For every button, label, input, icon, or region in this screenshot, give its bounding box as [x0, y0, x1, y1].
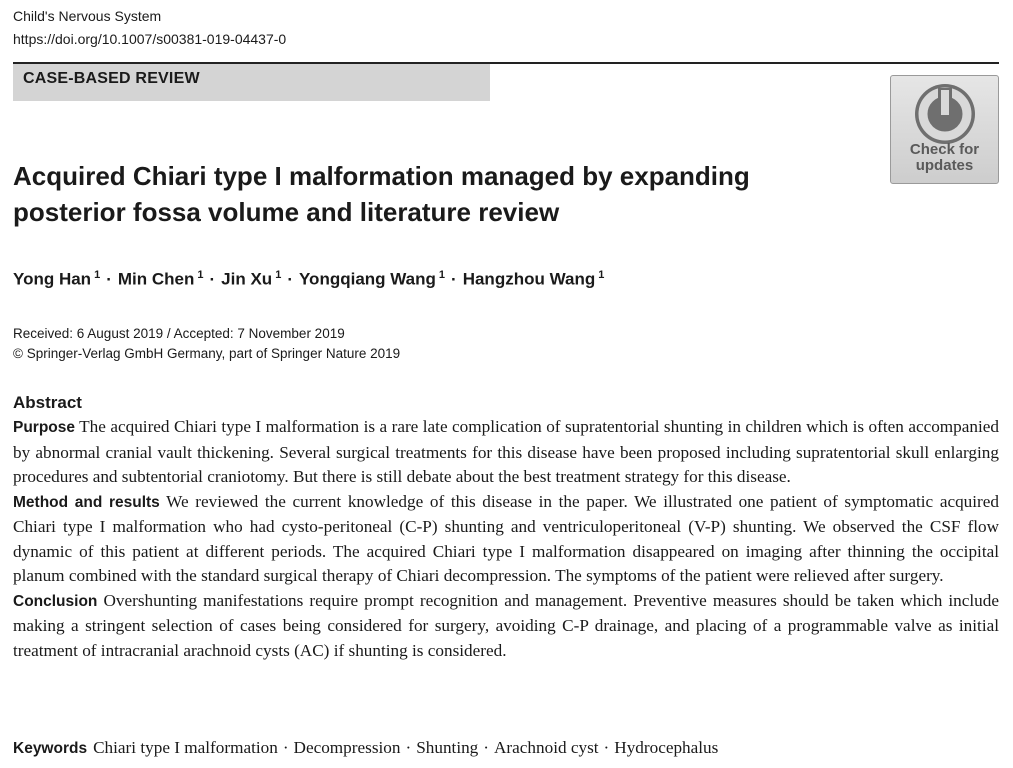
article-title: Acquired Chiari type I malformation managed by expanding posterior fossa volume and literature review	[13, 161, 750, 227]
keyword: Hydrocephalus	[614, 738, 719, 757]
method-label: Method and results	[13, 493, 160, 511]
abstract-conclusion	[13, 589, 999, 664]
received-accepted-dates: Received: 6 August 2019 / Accepted: 7 November 2019	[13, 326, 345, 341]
author-affiliation: 1	[197, 269, 204, 281]
author-name[interactable]: Yong Han	[13, 269, 92, 289]
author-name[interactable]: Min Chen	[117, 269, 195, 289]
crossmark-icon	[913, 82, 977, 146]
doi-link[interactable]: https://doi.org/10.1007/s00381-019-04437-0	[13, 31, 287, 47]
article-type-banner: CASE-BASED REVIEW	[13, 64, 490, 101]
author-affiliation: 1	[598, 269, 605, 281]
keyword-separator: ·	[603, 738, 610, 757]
abstract	[13, 391, 999, 663]
journal-name: Child's Nervous System	[13, 8, 162, 24]
conclusion-label: Conclusion	[13, 592, 98, 610]
author-separator: ·	[106, 269, 112, 289]
author-name[interactable]: Yongqiang Wang	[298, 269, 436, 289]
author-list	[13, 262, 604, 293]
keyword: Decompression	[293, 738, 401, 757]
author-separator: ·	[209, 269, 216, 289]
keyword: Arachnoid cyst	[494, 738, 599, 757]
keywords-label: Keywords	[13, 740, 88, 757]
author-affiliation: 1	[94, 269, 101, 281]
keyword-separator: ·	[282, 738, 289, 757]
keyword-separator: ·	[405, 738, 412, 757]
author-name[interactable]: Jin Xu	[221, 269, 273, 289]
author-separator: ·	[451, 269, 457, 289]
copyright-notice: © Springer-Verlag GmbH Germany, part of Springer Nature 2019	[13, 346, 401, 361]
keyword-separator: ·	[483, 738, 490, 757]
abstract-purpose	[13, 415, 999, 490]
keyword: Chiari type I malformation	[93, 738, 278, 757]
purpose-label: Purpose	[13, 419, 76, 436]
check-for-updates-label: Check for updates	[909, 141, 980, 174]
author-affiliation: 1	[438, 269, 446, 281]
keywords	[13, 736, 718, 761]
keyword: Shunting	[416, 738, 479, 757]
abstract-method-results	[13, 490, 999, 589]
abstract-heading: Abstract	[13, 393, 82, 412]
conclusion-text: Overshunting manifestations require prompt recognition and management. Preventive measures should be taken which include making a stringent selection of cases being considered for surgery, avoiding C-P drainage, and placing of a programmable valve as initial treatment of intracranial arachnoid cysts (AC) if shunting is considered.	[13, 590, 999, 660]
purpose-text: The acquired Chiari type I malformation is a rare late complication of supratentorial shunting in children which is often accompanied by abnormal cranial vault thickening. Several surgical treatments for this disease have been proposed including supratentorial skull enlarging procedures and subtentorial craniotomy. But there is still debate about the best treatment strategy for this disease.	[13, 417, 999, 486]
author-name[interactable]: Hangzhou Wang	[462, 269, 596, 289]
check-for-updates-badge[interactable]	[890, 75, 999, 184]
method-text: We reviewed the current knowledge of this disease in the paper. We illustrated one patient of symptomatic acquired Chiari type I malformation who had cysto-peritoneal (C-P) shunting and ventriculoperitoneal (V-P) shunting. We observed the CSF flow dynamic of this patient at different periods. The acquired Chiari type I malformation disappeared on imaging after thinning the occipital planum combined with the standard surgical therapy of Chiari decompression. The symptoms of the patient were relieved after surgery.	[13, 491, 999, 585]
author-affiliation: 1	[275, 269, 282, 281]
author-separator: ·	[287, 269, 293, 289]
